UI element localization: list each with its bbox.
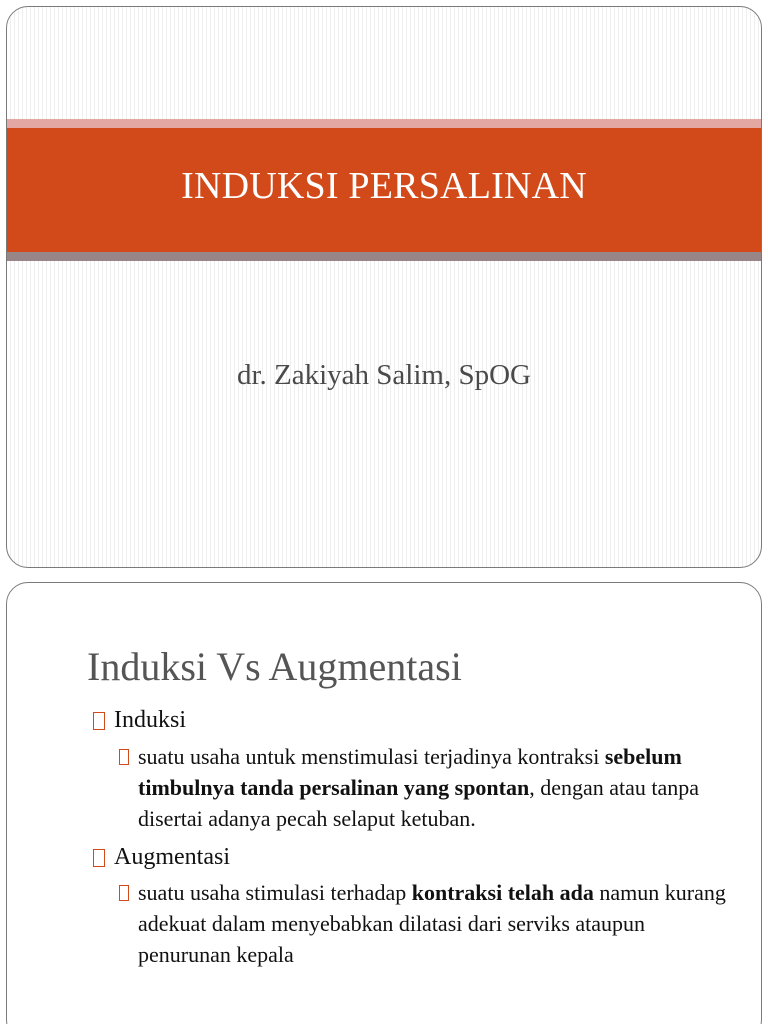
content-slide: [6, 582, 762, 1024]
title-band: [7, 128, 761, 252]
title-band-bottom-stripe: [7, 252, 761, 261]
sub-bullet-text: [138, 741, 728, 834]
sub-bullet-text-bold: kontraksi telah ada: [411, 880, 594, 905]
title-slide: [6, 6, 762, 568]
sub-bullet-text-part1: suatu usaha untuk menstimulasi terjadinya kontraksi: [138, 744, 600, 769]
slide-heading: Induksi Vs Augmentasi: [87, 644, 462, 689]
square-bullet-icon: [119, 885, 129, 901]
bullet-item-augmentasi: [93, 842, 230, 872]
square-bullet-icon: [93, 849, 105, 867]
square-bullet-icon: [93, 712, 105, 730]
sub-bullet-text: [138, 877, 728, 970]
slide-subtitle: dr. Zakiyah Salim, SpOG: [236, 359, 531, 391]
square-bullet-icon: [119, 749, 129, 765]
bullet-item-induksi: [93, 705, 186, 735]
sub-bullet-text-part2: , dengan atau tanpa disertai adanya pecah selaput ketuban.: [138, 775, 700, 831]
slide-title: INDUKSI PERSALINAN: [181, 165, 587, 207]
bullet-label: Induksi: [114, 707, 186, 733]
title-band-top-stripe: [7, 119, 761, 128]
sub-bullet-text-part2: namun kurang adekuat dalam menyebabkan dilatasi dari serviks ataupun penurunan kepala: [138, 880, 726, 967]
sub-bullet-text-part1: suatu usaha stimulasi terhadap: [138, 880, 407, 905]
sub-bullet-augmentasi: [119, 877, 729, 970]
sub-bullet-induksi: [119, 741, 729, 834]
sub-bullet-text-bold: sebelum timbulnya tanda persalinan yang spontan: [138, 744, 682, 800]
bullet-label: Augmentasi: [114, 844, 230, 870]
